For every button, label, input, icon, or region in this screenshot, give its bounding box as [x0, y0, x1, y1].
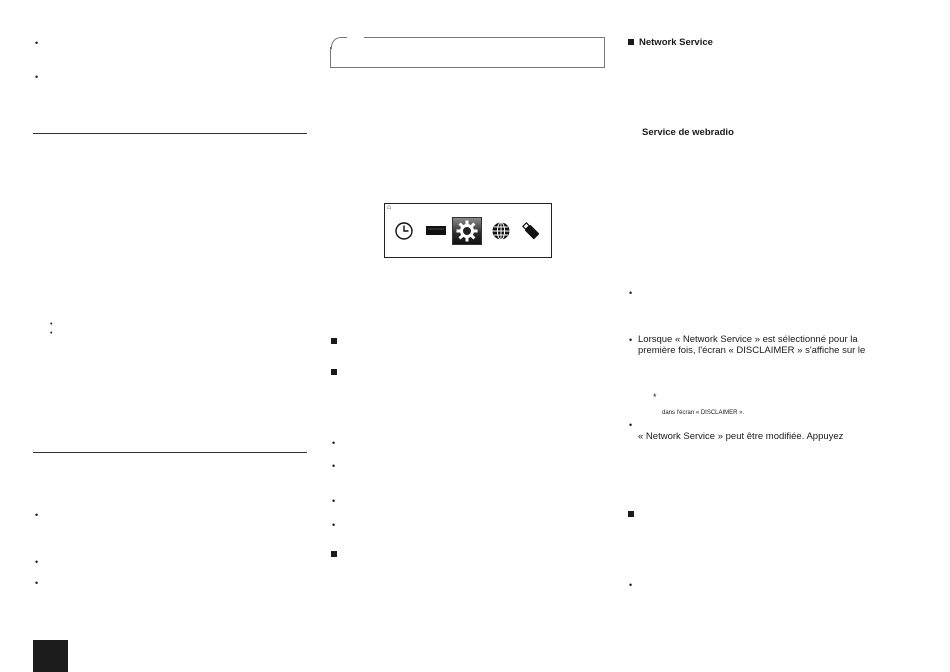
- section-marker-square: [628, 511, 634, 517]
- bullet-marker: •: [35, 578, 39, 588]
- bullet-marker: •: [35, 38, 39, 48]
- bullet-marker: •: [35, 510, 39, 520]
- bullet-marker: •: [35, 557, 39, 567]
- clock-icon[interactable]: [389, 217, 419, 245]
- disclaimer-paragraph-line: première fois, l'écran « DISCLAIMER » s'affiche sur le: [638, 345, 866, 356]
- bullet-marker: •: [332, 520, 336, 530]
- note-box-corner: [331, 37, 347, 49]
- bullet-marker: •: [629, 580, 633, 590]
- section-marker-square: [331, 338, 337, 344]
- bullet-marker: •: [629, 420, 633, 430]
- home-menu-panel: [384, 203, 552, 258]
- disclaimer-paragraph-line: Lorsque « Network Service » est sélectionné pour la: [638, 334, 858, 345]
- asterisk-note: *: [653, 392, 657, 402]
- home-icon: ⌂: [387, 204, 392, 211]
- section-divider: [33, 452, 307, 453]
- disclaimer-screen-note: dans l'écran « DISCLAIMER ».: [662, 410, 745, 416]
- section-marker-square: [331, 551, 337, 557]
- bullet-marker: •: [332, 496, 336, 506]
- page-number-tab: [33, 640, 68, 672]
- heading-network-service: Network Service: [639, 37, 713, 48]
- settings-gear-icon[interactable]: [452, 217, 482, 245]
- note-box: [330, 37, 605, 68]
- bullet-marker: •: [50, 330, 53, 337]
- bullet-marker: •: [332, 438, 336, 448]
- display-icon[interactable]: [421, 217, 451, 245]
- subheading-webradio: Service de webradio: [642, 127, 734, 138]
- section-marker-square: [628, 39, 634, 45]
- bullet-marker: •: [629, 335, 633, 345]
- bullet-marker: •: [35, 72, 39, 82]
- network-service-modify-line: « Network Service » peut être modifiée. Appuyez: [638, 431, 844, 442]
- section-divider: [33, 133, 307, 134]
- bullet-marker: •: [332, 461, 336, 471]
- bullet-marker: •: [629, 288, 633, 298]
- usb-stick-icon[interactable]: [516, 217, 546, 245]
- network-globe-icon[interactable]: [486, 217, 516, 245]
- bullet-marker: •: [50, 321, 53, 328]
- section-marker-square: [331, 369, 337, 375]
